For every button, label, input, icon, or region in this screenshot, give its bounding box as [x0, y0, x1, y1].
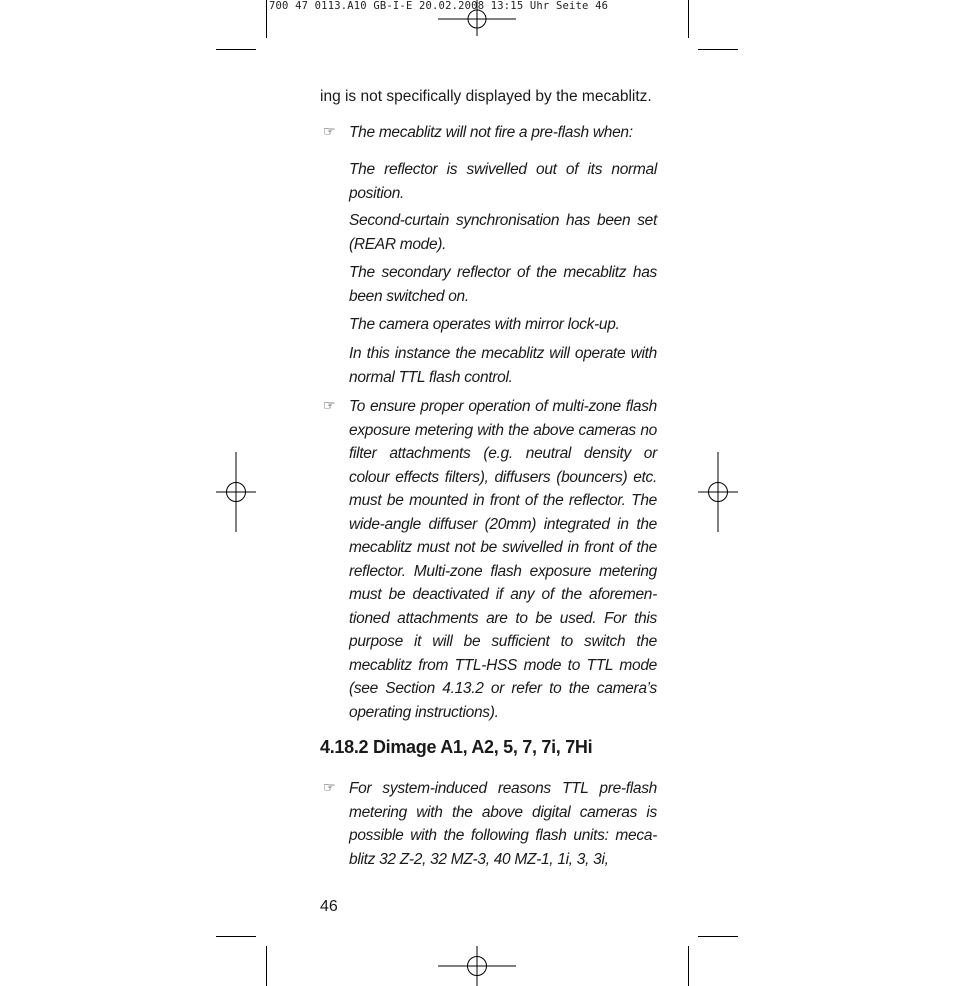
pointing-hand-icon: ☞: [323, 398, 336, 414]
note-digital-cameras: For system-induced reasons TTL pre-flash metering with the above digital cameras is possible with the following flash units: meca-blitz 32 Z-2, 32 MZ-3, 40 MZ-1, 1i, 3, 3i,: [349, 780, 657, 868]
page-number: 46: [320, 898, 338, 915]
note-item-rear-sync: Second-curtain synchronisation has been set (REAR mode).: [349, 212, 657, 253]
section-heading: 4.18.2 Dimage A1, A2, 5, 7, 7i, 7Hi: [320, 737, 593, 757]
note-item-reflector: The reflector is swivelled out of its normal position.: [349, 161, 657, 202]
registration-mark-right: [698, 452, 738, 532]
pointing-hand-icon: ☞: [323, 124, 336, 140]
note-multizone-metering: To ensure proper operation of multi-zone flash exposure metering with the above cameras no filter attachments (e.g. neutral density or colour effects filters), diffusers (bouncers) etc. must be mounted in front of the reflector. The wide-angle diffuser (20mm) integrated in the mecablitz must not be swivelled in front of the reflector. Multi-zone flash exposure metering must be deactivated if any of the aforemen-tioned attachments are to be used. For this purpose it will be sufficient to switch the mecablitz from TTL-HSS mode to TTL mode (see Section 4.13.2 or refer to the camera’s operating instructions).: [349, 398, 657, 721]
note-lead: The mecablitz will not fire a pre-flash when:: [349, 124, 633, 141]
print-slug-line: 700 47 0113.A10 GB-I-E 20.02.2008 13:15 Uhr Seite 46: [269, 0, 609, 12]
registration-mark-bottom: [438, 946, 516, 986]
intro-text: ing is not specifically displayed by the mecablitz.: [320, 88, 652, 105]
note-item-secondary-reflector: The secondary reflector of the mecablitz has been switched on.: [349, 264, 657, 305]
pointing-hand-icon: ☞: [323, 780, 336, 796]
note-item-ttl-fallback: In this instance the mecablitz will operate with normal TTL flash control.: [349, 345, 657, 386]
registration-mark-left: [216, 452, 256, 532]
note-item-mirror-lockup: The camera operates with mirror lock-up.: [349, 316, 620, 333]
